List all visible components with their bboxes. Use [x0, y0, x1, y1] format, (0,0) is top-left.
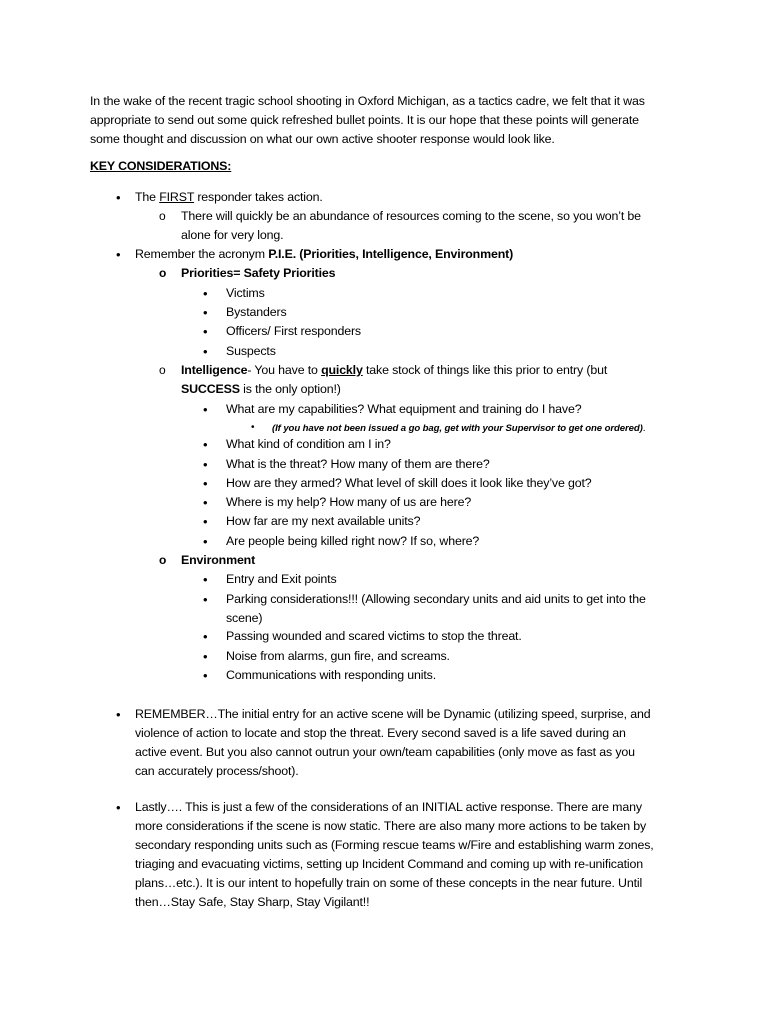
list-item-text: The: [135, 190, 160, 204]
bullet-icon: •: [203, 572, 208, 587]
remember-line: REMEMBER…The initial entry for an active scene will be Dynamic (utilizing speed, surprise, and: [135, 707, 651, 721]
intro-line: appropriate to send out some quick refreshed bullet points. It is our hope that these points will generate: [90, 113, 639, 127]
bullet-icon: •: [203, 592, 208, 607]
lastly-line: Lastly…. This is just a few of the considerations of an INITIAL active response. There are many: [135, 800, 642, 814]
bullet-icon: •: [116, 247, 121, 262]
priority-item: Suspects: [226, 344, 276, 358]
lastly-line: then…Stay Safe, Stay Sharp, Stay Vigilant!!: [135, 895, 370, 909]
acronym-text: P.I.E. (Priorities, Intelligence, Environment): [268, 247, 514, 261]
environment-item: Passing wounded and scared victims to stop the threat.: [226, 629, 522, 643]
bullet-icon: •: [203, 495, 208, 510]
bullet-icon: •: [203, 649, 208, 664]
list-item: [135, 188, 323, 207]
list-item: [135, 245, 513, 264]
intelligence-text: is the only option!): [239, 382, 341, 396]
intelligence-line: [181, 361, 607, 380]
environment-item: Noise from alarms, gun fire, and screams.: [226, 649, 450, 663]
go-bag-note-period: .: [642, 423, 646, 434]
bullet-icon: •: [116, 800, 121, 815]
emphasis-quickly: quickly: [321, 363, 363, 377]
intro-line: In the wake of the recent tragic school shooting in Oxford Michigan, as a tactics cadre, we felt that it was: [90, 94, 645, 108]
list-item-text: responder takes action.: [194, 190, 323, 204]
intel-question: Where is my help? How many of us are here?: [226, 495, 472, 509]
sub-item-text: alone for very long.: [181, 228, 284, 242]
priority-item: Bystanders: [226, 305, 287, 319]
sub-bullet-icon: o: [159, 266, 167, 280]
emphasis-first: FIRST: [159, 190, 195, 204]
environment-item: Entry and Exit points: [226, 572, 337, 586]
emphasis-success: SUCCESS: [181, 382, 240, 396]
bullet-icon: •: [116, 707, 121, 722]
bullet-icon: •: [203, 514, 208, 529]
priority-item: Victims: [226, 286, 265, 300]
lastly-line: plans…etc.). It is our intent to hopefully train on some of these concepts in the near future. Until: [135, 876, 643, 890]
lastly-line: more considerations if the scene is now static. There are also many more actions to be taken by: [135, 819, 647, 833]
remember-line: can accurately process/shoot).: [135, 764, 299, 778]
bullet-icon: •: [203, 457, 208, 472]
intelligence-text: - You have to: [247, 363, 322, 377]
environment-label: Environment: [181, 553, 256, 567]
remember-line: violence of action to locate and stop the threat. Every second saved is a life saved during an: [135, 726, 626, 740]
intel-question: Are people being killed right now? If so, where?: [226, 534, 480, 548]
bullet-icon: •: [203, 629, 208, 644]
sub-item-text: There will quickly be an abundance of resources coming to the scene, so you won’t be: [181, 209, 641, 223]
intro-line: some thought and discussion on what our own active shooter response would look like.: [90, 132, 555, 146]
bullet-icon: •: [203, 324, 208, 339]
intelligence-label: Intelligence: [181, 363, 248, 377]
intel-question: What kind of condition am I in?: [226, 437, 391, 451]
lastly-line: triaging and evacuating victims, setting up Incident Command and coming up with re-unification: [135, 857, 643, 871]
sub-bullet-icon: o: [159, 209, 166, 223]
bullet-icon: •: [203, 437, 208, 452]
intelligence-line: [181, 380, 341, 399]
remember-line: active event. But you also cannot outrun your own/team capabilities (only move as fast as you: [135, 745, 635, 759]
intel-question: How far are my next available units?: [226, 514, 421, 528]
sub-bullet-icon: o: [159, 553, 167, 567]
bullet-icon: •: [203, 668, 208, 683]
environment-item: Communications with responding units.: [226, 668, 437, 682]
bullet-icon: •: [203, 286, 208, 301]
section-heading: KEY CONSIDERATIONS:: [90, 159, 232, 173]
intelligence-text: take stock of things like this prior to entry (but: [362, 363, 608, 377]
bullet-icon: •: [251, 422, 255, 433]
lastly-line: secondary responding units such as (Forming rescue teams w/Fire and establishing warm zones,: [135, 838, 654, 852]
priority-item: Officers/ First responders: [226, 324, 361, 338]
sub-bullet-icon: o: [159, 363, 166, 377]
bullet-icon: •: [203, 305, 208, 320]
intel-question: How are they armed? What level of skill does it look like they’ve got?: [226, 476, 592, 490]
priorities-label: Priorities= Safety Priorities: [181, 266, 336, 280]
environment-item: Parking considerations!!! (Allowing secondary units and aid units to get into the: [226, 592, 646, 606]
bullet-icon: •: [116, 190, 121, 205]
intel-question: What is the threat? How many of them are there?: [226, 457, 490, 471]
list-item-text: Remember the acronym: [135, 247, 269, 261]
intel-question: What are my capabilities? What equipment and training do I have?: [226, 402, 582, 416]
go-bag-note-text: (If you have not been issued a go bag, get with your Supervisor to get one ordered): [272, 423, 643, 434]
bullet-icon: •: [203, 344, 208, 359]
bullet-icon: •: [203, 402, 208, 417]
environment-item: scene): [226, 611, 263, 625]
bullet-icon: •: [203, 534, 208, 549]
bullet-icon: •: [203, 476, 208, 491]
